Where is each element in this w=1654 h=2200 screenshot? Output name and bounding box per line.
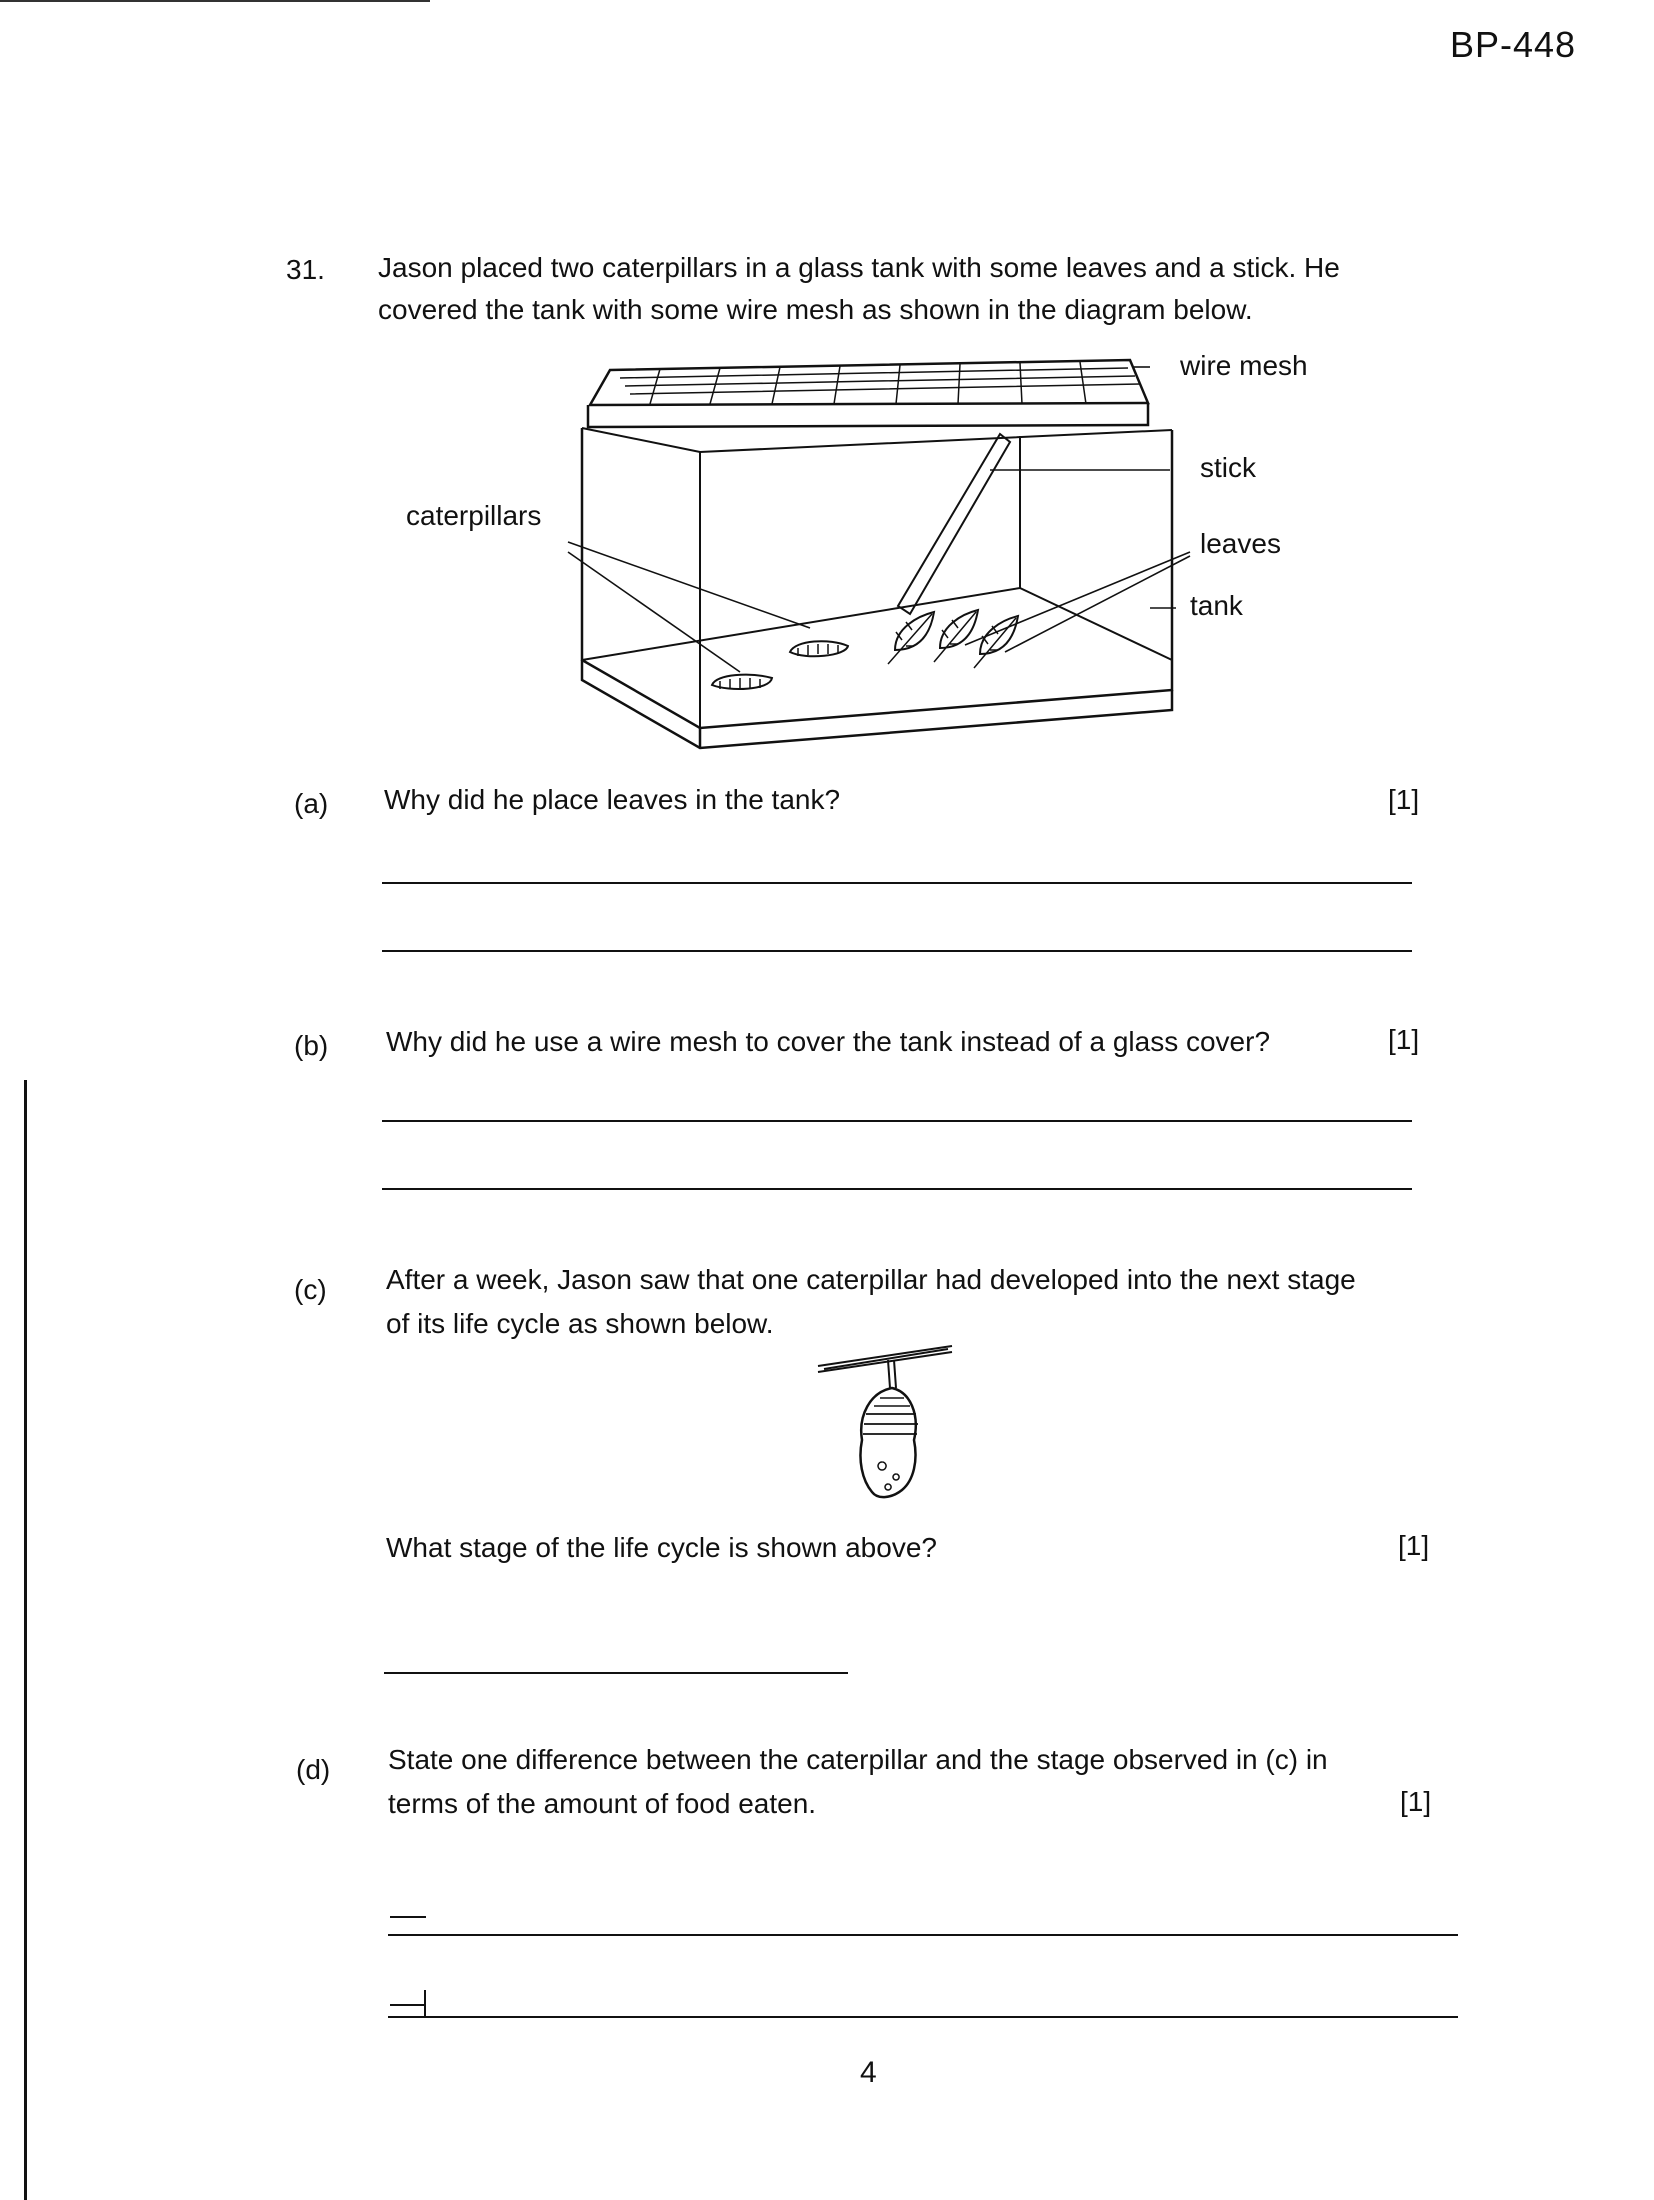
twig	[818, 1346, 952, 1372]
part-c-marks: [1]	[1398, 1530, 1430, 1561]
margin-tick-vertical	[424, 1990, 426, 2016]
part-c-question: What stage of the life cycle is shown above?	[386, 1532, 937, 1563]
label-wire-mesh: wire mesh	[1180, 350, 1308, 381]
part-d-marks: [1]	[1400, 1786, 1432, 1817]
part-a-text: Why did he place leaves in the tank?	[384, 784, 841, 815]
part-c-text-line-2: of its life cycle as shown below.	[386, 1308, 774, 1339]
part-a-label: (a)	[294, 788, 329, 819]
margin-tick-marks	[390, 1916, 426, 1918]
chrysalis	[860, 1388, 915, 1497]
question-intro-line-1: Jason placed two caterpillars in a glass tank with some leaves and a stick. He	[378, 252, 1340, 283]
label-tank: tank	[1190, 590, 1243, 621]
label-caterpillars: caterpillars	[406, 500, 542, 531]
part-d-answer-line-2[interactable]	[388, 2016, 1458, 2018]
part-c-label: (c)	[294, 1274, 327, 1305]
question-number: 31.	[286, 254, 325, 285]
part-d-text-line-2: terms of the amount of food eaten.	[388, 1788, 817, 1819]
question-intro-line-2: covered the tank with some wire mesh as shown in the diagram below.	[378, 294, 1253, 325]
part-b-label: (b)	[294, 1030, 329, 1061]
part-c-text-line-1: After a week, Jason saw that one caterpillar had developed into the next stage	[386, 1264, 1356, 1295]
margin-tick-marks-2	[390, 2004, 426, 2006]
part-d-text-line-1: State one difference between the caterpillar and the stage observed in (c) in	[388, 1744, 1328, 1775]
label-stick: stick	[1200, 452, 1256, 483]
page-number: 4	[860, 2056, 877, 2089]
part-d-label: (d)	[296, 1754, 331, 1785]
paper-code: BP-448	[1450, 24, 1577, 65]
part-a-marks: [1]	[1388, 784, 1420, 815]
label-leaves: leaves	[1200, 528, 1281, 559]
part-c-answer-line[interactable]	[384, 1672, 848, 1674]
part-b-text: Why did he use a wire mesh to cover the tank instead of a glass cover?	[386, 1026, 1271, 1057]
part-d-answer-line-1[interactable]	[388, 1934, 1458, 1936]
part-b-marks: [1]	[1388, 1024, 1420, 1055]
